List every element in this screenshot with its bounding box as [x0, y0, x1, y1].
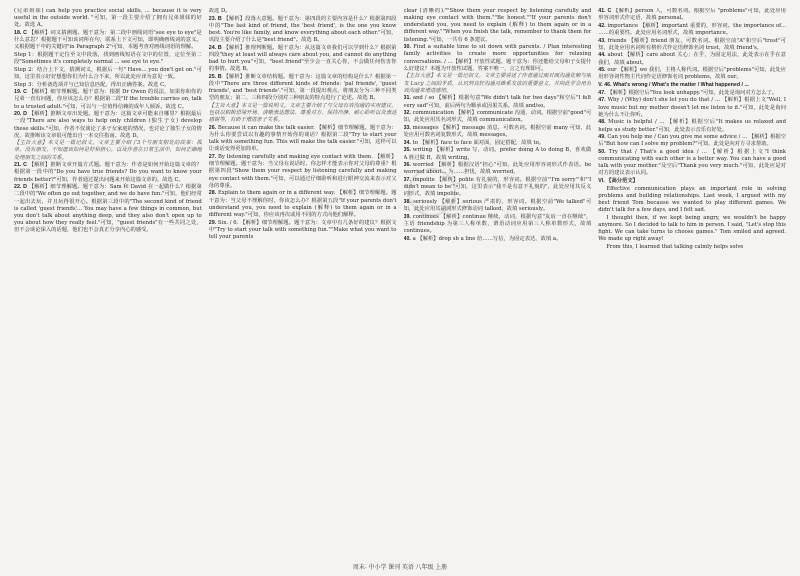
answer-item — [209, 220, 397, 241]
column-1 — [14, 8, 202, 556]
explanation-text: 【解析】推断文章出处题。题干意为：这篇文章可能来自哪里？根据最后一段"There are also ways to help only children (独生子女) develop these skills."可知，作者不仅谈论了多子女家庭的情况，也讨论了独生子女的情况，故推断该文章很可能出自一本交往指南。故选 D。 — [14, 111, 202, 139]
question-number: 23. — [208, 15, 217, 22]
paragraph-text: Step 2：结合上下文，猜测词义，根据后一句" Have... you don't get on."可知，这里表示好好想想你们为什么合不来，所以此处应译为意见一致。 — [14, 66, 202, 80]
explanation-text: 【解析】段落大意题。题干意为：第四段的主要内容是什么？根据第四段中的"The last kind of friend, the 'best friend', is the one you know best. You're like family, and know everything about each other."可知，该段主要介绍了什么是"best friend"。故选 B。 — [208, 15, 397, 44]
answer-item — [14, 184, 202, 234]
question-number: 19. — [14, 89, 22, 96]
question-number: 27. — [208, 154, 217, 161]
explanation-text: communication 【解析】communicate 沟通，动词。根据空前"good"可知，此处应用其名词形式，故填 communication。 — [403, 110, 592, 124]
question-number: 43. — [598, 37, 606, 44]
explanation-text: Why / (Why) don't she let you do that / ... 【解析】根据上文"Well, I love music but my mother doesn't let me listen to it."可知，此处是询问她为什么不让你听。 — [598, 97, 786, 118]
question-number: 36. — [403, 162, 411, 169]
question-number: 20. — [14, 111, 22, 118]
explanation-text: 【解析】person 人，可数名词。根据空后 "problems"可知，此处应用形容词形式作定语，故填 personal。 — [598, 8, 786, 22]
question-number: 48. — [598, 119, 606, 126]
question-number: 42. — [598, 22, 606, 29]
answer-letter: B — [217, 44, 222, 51]
answer-letter: C — [23, 162, 27, 169]
paragraph-text: (兄弟姐妹) can help you practice social skills, ... because it is very useful in the outside world. "可知，第一段主要介绍了拥有兄弟姐妹的好处。故选 A。 — [14, 8, 202, 29]
explanation-text: about 【解析】care about 关心；在乎，为固定用法，此处表示在乎在意我们，故填 about。 — [598, 52, 786, 66]
answer-item — [404, 95, 592, 109]
paragraph-text: Step 3：分析备选项并与已知信息匹配，得出正确答案。故选 C。 — [14, 81, 170, 88]
answer-item — [598, 134, 786, 148]
explanation-text: importance 【解析】important 重要的，形容词。the importance of... ……的重要性。此处应用名词形式，故填 importance。 — [598, 22, 786, 36]
question-number: 47. — [598, 89, 606, 96]
answer-item — [598, 119, 786, 133]
answer-item — [598, 90, 786, 97]
model-essay-paragraph: Effective communication plays an important role in solving problems and building relationships. Last week, I argued with my best friend Tom because we wanted to play different games. We didn't talk for a few days, and I felt sad. — [598, 185, 786, 214]
answer-item — [598, 52, 786, 66]
explanation-text: Because it can make the talk easier. 【解析】细节理解题。题干意为：为什么你要尝试以有趣的事情开始你的谈话？根据第二段"Try to start your talk with something fun. This will make the talk easier."可知，这样可以让谈话变得更加简单。 — [208, 125, 397, 153]
answer-item — [598, 23, 786, 37]
explanation-text: messages 【解析】message 消息，可数名词。根据空前 many 可知，此处应用可数名词复数形式，故填 messages。 — [403, 125, 592, 139]
answer-item — [14, 162, 202, 183]
explanation-text: friends 【解析】friend 朋友，可数名词。根据空前"A"和空后"trust"可知，此处应用名词所有格形式作定语修饰名词 trust，故填 friend's。 — [598, 37, 786, 51]
answer-item — [209, 125, 397, 154]
answer-item — [404, 147, 592, 161]
main-idea-note: 【主旨大意】本文是一篇记叙文。文章主要介绍了3个与朋友相处的故事：孤单，没有朋友，不知道该如何是好和担心。以及作者在日常生活中，如何正确地处理朋友之间的关系。 — [14, 140, 202, 161]
explanation-text: 【解析】推断文章结构题。题干意为：这篇文章的结构是什么？根据第一段中"There are three different kinds of friends: 'pal friends', 'guest friends', and 'best friends'."可知，第一段提出观点，将朋友分为三种不同类型的朋友；第二、三和四段分别对三种朋友的特点进行了论述。故选 B。 — [208, 73, 397, 102]
answer-item — [404, 214, 592, 235]
answer-letter: D — [23, 184, 27, 191]
column-2 — [209, 8, 397, 556]
explanation-text: and / so 【解析】根据句意"We didn't talk for two days"和空后"I felt very sad"可知，前后两句为顺承或因果关系，故填 and/so。 — [403, 95, 592, 109]
explanation-text: Find a suitable time to sit down with parents. / Plan interesting family activities to create more opportunities for relaxing conversations. / ...【解析】开放性试题。题干意为：你还能给父母和子女提什么好建议？本题为开放性试题，答案不唯一，言之有理即可。 — [403, 44, 592, 72]
explanation-text: Six. / 6. 【解析】细节理解题。题干意为：文章中有几条好的建议？根据文中"Try to start your talk with something fun.""Make what you want to tell your parents — [208, 219, 397, 240]
columns — [14, 8, 786, 556]
question-number: 24. — [208, 44, 217, 51]
column-3 — [404, 8, 592, 556]
watermark-seal — [408, 168, 456, 216]
answer-letter: C — [23, 29, 27, 36]
answer-letter: B — [217, 73, 222, 80]
answer-item — [404, 236, 592, 243]
main-idea-note: 【主旨大意】本文是一篇说明文。文章主要介绍了与父母有效沟通的实用建议，包括以积极语境开场、清晰表达想法、尊重对方、保持冷静、耐心聆听以及表达感谢等，有助于增进亲子关系。 — [208, 103, 397, 124]
explanation-text: By listening carefully and making eye contact with them. 【解析】细节理解题。题干意为：当父母在说话时，你怎样才能表示你对父母的尊重？根据第四段"Show them your respect by listening carefully and making eye contact with them."可知，可以通过仔细聆听和进行眼神交流来表示对父母的尊重。 — [208, 154, 397, 189]
question-number: 41. — [598, 8, 606, 14]
answer-item — [209, 74, 397, 103]
question-number: 38. — [403, 199, 411, 206]
answer-item — [404, 140, 592, 147]
question-number: 29. — [208, 219, 217, 226]
question-number: 49. — [598, 134, 606, 141]
answer-item — [209, 16, 397, 45]
answer-item — [598, 67, 786, 81]
paragraph-text: clear (清晰的).""Show them your respect by listening carefully and making eye contact with them.""Be honest.""If your parents don't understand you, you need to explain (解释) to them again or in a different way.""When you finish the talk, remember to thank them for listening."可知，一共有 6 条建议。 — [403, 8, 592, 43]
question-number: 37. — [403, 177, 411, 184]
explanation-text: our 【解析】we 我们，主格人称代词。根据空后"problems"可知，此处应用形容词性物主代词作定语修饰名词 problems，故填 our。 — [598, 67, 786, 81]
question-number: 32. — [403, 110, 411, 117]
question-number: 26. — [208, 125, 217, 131]
question-number: 40. — [403, 235, 411, 242]
explanation-text: worried 【解析】根据汉语"担心"可知，此处应用形容词形式作表语。be worried about... 为……担忧，故填 worried。 — [403, 162, 592, 176]
question-number: 35. — [403, 147, 411, 154]
explanation-text: impolite 【解析】polite 有礼貌的，形容词。根据空前"'I'm sorry'"和"'I didn't mean to be'"可知，这里表示"我不是有意不礼貌的"，此处应用其反义词形式，故填 impolite。 — [403, 177, 592, 198]
explanation-text: 【解析】根据空后"You look unhappy."可知，此处是询问对方怎么了。 — [607, 89, 778, 96]
answer-item — [598, 38, 786, 52]
explanation-text: Try that / That's a good idea / ... 【解析】根据上文"I think communicating with each other is a better way. You can have a good talk with your mother."及空后"Thank you very much."可知，此处应是对对方的建议表示认同。 — [598, 148, 786, 177]
paragraph-text: 故选 D。 — [208, 8, 231, 14]
answer-item — [598, 8, 786, 22]
answer-item — [404, 110, 592, 124]
question-number: 28. — [208, 190, 217, 197]
section-heading: V. 46. What's wrong / What's the matter / What happened / ... — [598, 82, 749, 89]
answer-letter: B — [217, 15, 222, 22]
section-heading: VI. 【高分范文】 — [598, 178, 638, 185]
question-number: 47. — [598, 97, 606, 104]
question-number: 31. — [403, 95, 411, 102]
answer-item — [404, 125, 592, 139]
question-number: 22. — [14, 184, 22, 191]
explanation-text: to 【解析】face to face 面对面，固定搭配，故填 to。 — [412, 139, 545, 146]
question-number: 30. — [403, 44, 411, 51]
model-essay-paragraph: From this, I learned that talking calmly helps solve — [606, 244, 744, 250]
main-idea-note: 【主旨大意】本文是一篇记叙文。文章主要讲述了作者通过面对面沟通化解与朋友 Lucy 之间的矛盾，认识到良好沟通对维系友谊的重要意义，并向此学会用有效沟通来增进感情。 — [403, 73, 592, 94]
answer-item — [14, 111, 202, 140]
answer-item — [404, 44, 592, 73]
question-number: 34. — [403, 139, 411, 146]
explanation-text: seriously 【解析】serious 严肃的，形容词。根据空前"We talked"可知，此处应用其副词形式修饰动词 talked，故填 seriously。 — [403, 199, 592, 213]
answer-item — [14, 89, 202, 110]
answer-letter: C — [607, 8, 612, 14]
answer-item — [598, 149, 786, 178]
explanation-text: Music is helpful / ... 【解析】根据空后"It makes us relaxed and helps us study better."可知，此处表示音乐有好处。 — [598, 119, 786, 133]
question-number: 39. — [403, 213, 411, 220]
column-4 — [598, 8, 786, 556]
answer-letter: C — [23, 89, 27, 96]
question-number: 18. — [14, 29, 22, 36]
answer-item — [209, 154, 397, 190]
explanation-text: 【解析】词义猜测题。题干意为：第二段中画线词语"see eye to eye"是什么意思？根据题干可知该词所在句，联系上下文可知，即明确画线词的意义。又根据题干中的关键词"in Paragraph 2"可知，本题考查对画线词语的理解。 — [14, 29, 202, 51]
explanation-text: writing 【解析】write 写，动词。prefer doing A to doing B，喜欢做 A 胜过做 B，故填 writing。 — [403, 147, 592, 161]
question-number: 44. — [598, 52, 606, 59]
explanation-text: 【解析】推断文章开篇方式题。题干意为：作者是如何开始这篇文章的？根据第一段中的"Do you have true friends? Do you want to know your friends better?"可知，作者通过提出问题来开始这篇文章的。故选 C。 — [14, 162, 202, 183]
question-number: 50. — [598, 148, 606, 155]
question-number: 21. — [14, 162, 22, 169]
explanation-text: Can you help me / Can you give me some advice / ... 【解析】根据空后"But how can I solve my problem?"可知，此处是向对方寻求帮助。 — [598, 134, 786, 148]
answer-item — [598, 97, 786, 118]
explanation-text: 【解析】细节理解题。题干意为：Sam 和 David 在一起做什么？根据第二段中的"We often go out together, and we do have fun."可知，他们经常一起出去玩，并且玩得很开心。根据第三段中的"The second kind of friend is called 'guest friends'... You may have a few things in common, but you don't talk about anything deep, and they also don't open up to you about how they really feel."可知，"guest friends"有一些共同之处，但不会谈论深入的话题，他们也不会真正分享内心的感受。 — [14, 184, 202, 234]
explanation-text: 【解析】细节理解题。题干意为：根据 Dr Owen 的说法，如果你和你的兄弟一直有问题，你应该怎么办？根据第二段"If the trouble carries on, talk to a trusted adult."可知，可以与一位值得信赖的成年人倾诉。故选 C。 — [14, 89, 202, 110]
question-number: 45. — [598, 67, 606, 74]
answer-item — [14, 30, 202, 51]
answer-letter: D — [23, 111, 27, 118]
paragraph-text: Step 1：根据题干定位至文中段落，找到画线短语在文中的位置，定位至第二段"Sometimes it's completely normal ... see eye to eye." — [14, 51, 202, 66]
explanation-text: Explain to them again or in a different way. 【解析】细节理解题。题干意为：当父母不理解你时，你该怎么办？根据第五段"If your parents don't understand you, you need to explain (解释) to them again or in a different way."可知，你应该再次或用不同的方式向他们解释。 — [208, 190, 397, 218]
answer-item — [209, 190, 397, 219]
explanation-text: 【解析】推理判断题。题干意为：从这篇文章我们可以学到什么？根据第四段"they at least will always care about you, and cannot do anything bad to hurt you"可知，"best friend"至少会一直关心你，不会做任何伤害你的事情。故选 B。 — [208, 44, 397, 73]
explanation-text: continues 【解析】continue 继续，动词，根据句意"友谊一直在继续"，主语 friendship 为第三人称单数，谓语动词应用第三人称单数形式，故填 continues。 — [403, 213, 592, 235]
model-essay-paragraph: I thought then, if we kept being angry, we wouldn't be happy anymore. So I decided to talk to him in person. I said, "Let's stop this fight. We can take turns to choose games." Tom smiled and agreed. We made up right away! — [598, 214, 786, 243]
question-number: 33. — [403, 125, 411, 131]
question-number: 25. — [208, 73, 217, 80]
explanation-text: a 【解析】drop sb a line 给……写信，为固定表达，故填 a。 — [412, 235, 562, 242]
page-footer: 周末· 中小学 课刊 英语 八年级 上册 — [352, 565, 448, 571]
answer-item — [209, 45, 397, 74]
